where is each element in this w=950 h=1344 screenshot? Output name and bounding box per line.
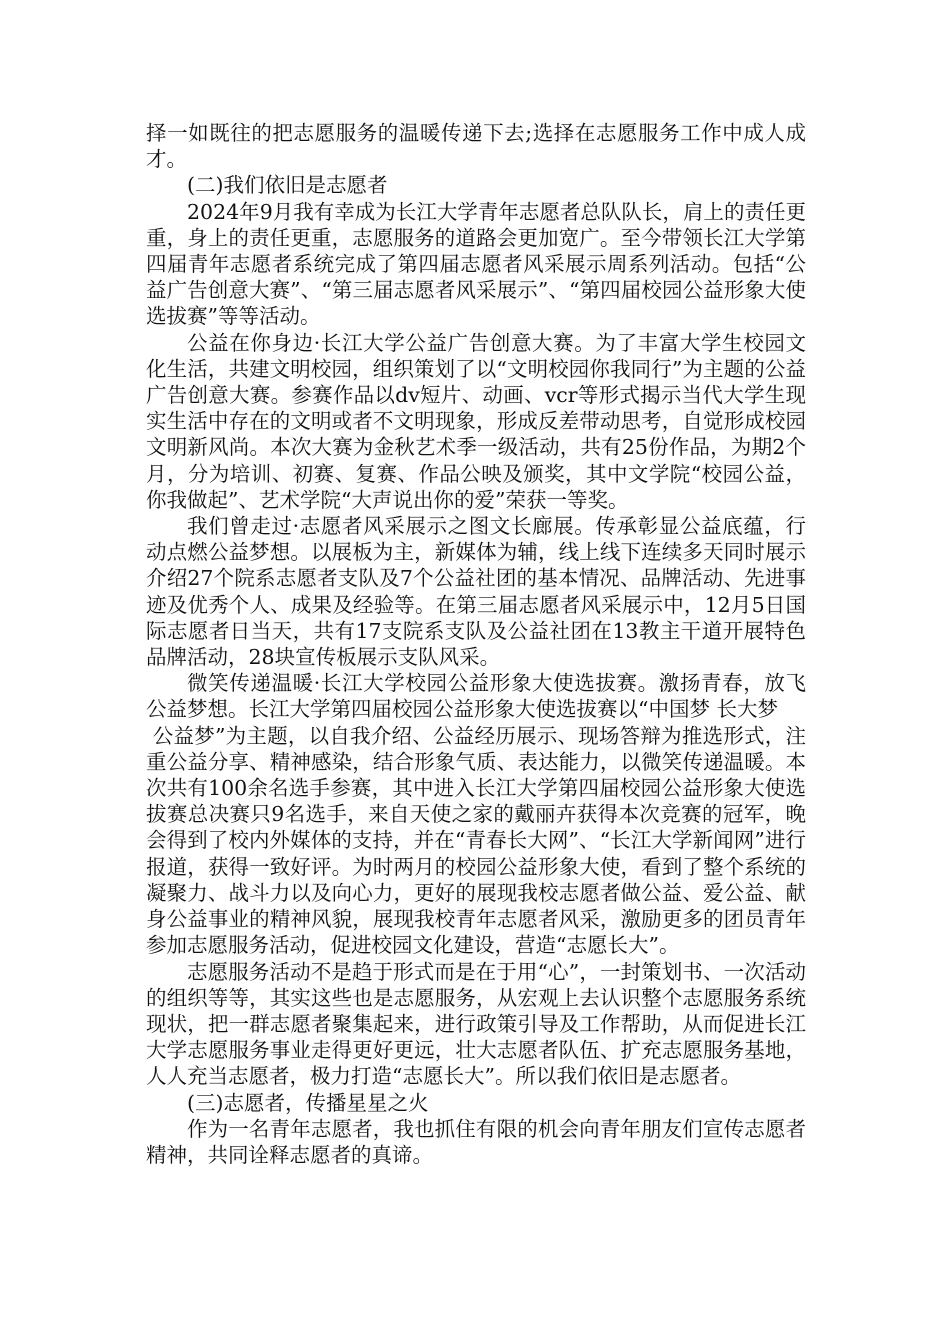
paragraph-ad-contest: 公益在你身边·长江大学公益广告创意大赛。为了丰富大学生校园文化生活，共建文明校园，组织策划了以“文明校园你我同行”为主题的公益广告创意大赛。参赛作品以dv短片、动画、vcr等形式揭示当代大学生现实生活中存在的文明或者不文明现象，形成反差带动思考，自觉形成校园文明新风尚。本次大赛为金秋艺术季一级活动，共有25份作品，为期2个月，分为培训、初赛、复赛、作品公映及颁奖，其中文学院“校园公益，你我做起”、艺术学院“大声说出你的爱”荣获一等奖。 [146,330,806,512]
paragraph-spread-spirit: 作为一名青年志愿者，我也抓住有限的机会向青年朋友们宣传志愿者精神，共同诠释志愿者的真谛。 [146,1116,806,1167]
paragraph-ambassador-contest: 微笑传递温暖·长江大学校园公益形象大使选拔赛。激扬青春，放飞公益梦想。长江大学第四届校园公益形象大使选拔赛以“中国梦 长大梦 [146,671,806,722]
paragraph-gallery-exhibit: 我们曾走过·志愿者风采展示之图文长廊展。传承彰显公益底蕴，行动点燃公益梦想。以展板为主，新媒体为辅，线上线下连续多天同时展示介绍27个院系志愿者支队及7个公益社团的基本情况、品牌活动、先进事迹及优秀个人、成果及经验等。在第三届志愿者风采展示中，12月5日国际志愿者日当天，共有17支院系支队及公益社团在13教主干道开展特色品牌活动，28块宣传板展示支队风采。 [146,514,806,670]
section-heading-2: (二)我们依旧是志愿者 [187,173,388,198]
paragraph-service-heart: 志愿服务活动不是趋于形式而是在于用“心”，一封策划书、一次活动的组织等等，其实这些也是志愿服务，从宏观上去认识整个志愿服务系统现状，把一群志愿者聚集起来，进行政策引导及工作帮助，从而促进长江大学志愿服务事业走得更好更远，壮大志愿者队伍、扩充志愿服务基地，人人充当志愿者，极力打造“志愿长大”。所以我们依旧是志愿者。 [146,959,806,1089]
paragraph-ambassador-continued: 公益梦”为主题，以自我介绍、公益经历展示、现场答辩为推选形式，注重公益分享、精神感染，结合形象气质、表达能力，以微笑传递温暖。本次共有100余名选手参赛，其中进入长江大学第四届校园公益形象大使选拔赛总决赛只9名选手，来自天使之家的戴丽卉获得本次竞赛的冠军，晚会得到了校内外媒体的支持，并在“青春长大网”、“长江大学新闻网”进行报道，获得一致好评。为时两月的校园公益形象大使，看到了整个系统的凝聚力、战斗力以及向心力，更好的展现我校志愿者做公益、爱公益、献身公益事业的精神风貌，展现我校青年志愿者风采，激励更多的团员青年参加志愿服务活动，促进校园文化建设，营造“志愿长大”。 [146,723,806,958]
paragraph-team-leader: 2024年9月我有幸成为长江大学青年志愿者总队队长，肩上的责任更重，身上的责任更重，志愿服务的道路会更加宽广。至今带领长江大学第四届青年志愿者系统完成了第四届志愿者风采展示周系列活动。包括“公益广告创意大赛”、“第三届志愿者风采展示”、“第四届校园公益形象大使选拔赛”等等活动。 [146,199,806,329]
document-page [146,120,806,1168]
paragraph-continuation: 择一如既往的把志愿服务的温暖传递下去;选择在志愿服务工作中成人成才。 [146,121,806,172]
section-heading-3: (三)志愿者，传播星星之火 [187,1090,429,1115]
